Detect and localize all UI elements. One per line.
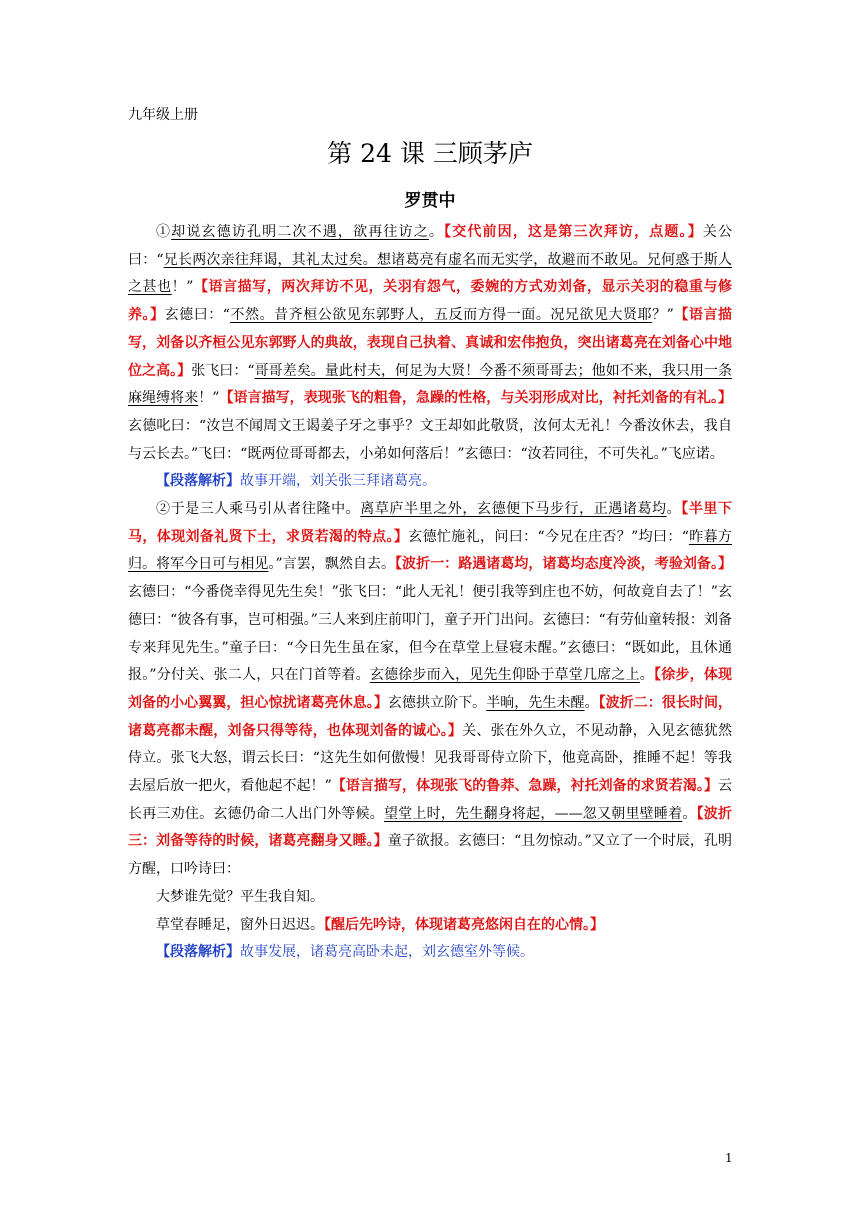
analysis-text: 故事开端，刘关张三拜诸葛亮。 bbox=[240, 473, 436, 490]
text: 云长再三劝住。玄德仍命二人出门外等候。 bbox=[128, 778, 732, 822]
text: 玄德曰：“ bbox=[164, 307, 230, 324]
text: ②于是三人乘马引从者往隆中。 bbox=[156, 501, 361, 518]
annotation-note: 【波折三：刘备等待的时候，诸葛亮翻身又睡。】 bbox=[128, 805, 733, 850]
text: 。 bbox=[682, 805, 697, 822]
annotation-note: 【醒后先吟诗，体现诸葛亮悠闲自在的心情。】 bbox=[324, 916, 604, 933]
text: 关公曰：“ bbox=[128, 224, 733, 268]
text: ！” bbox=[171, 279, 194, 296]
text: 玄德拱立阶下。 bbox=[387, 694, 487, 711]
text: 玄德曰：“今番侥幸得见先生矣！”张飞曰：“此人无礼！便引我等到庄也不妨，何故竟自去了！”玄德曰：“彼各有事，岂可相强。”三人来到庄前叩门，童子开门出问。玄德曰：“有劳仙童转报：刘备专来拜见先生。”童子曰：“今日先生虽在家，但今在草堂上昼寝未醒。”玄德曰：“既如此，且休通报。”分付关、张二人，只在门首等着。 bbox=[128, 584, 732, 684]
annotation-note: 【语言描写，两次拜访不见，关羽有怨气，委婉的方式劝刘备，显示关羽的稳重与修养。】 bbox=[128, 279, 732, 324]
text: 关、张在外久立，不见动静，入见玄德犹然侍立。张飞大怒，谓云长曰：“这先生如何傲慢！见我哥哥侍立阶下，他竟高卧，推睡不起！等我去屋后放一把火，看他起不起！” bbox=[128, 722, 733, 795]
text: 玄德忙施礼，问曰：“今兄在庄否？”均曰：“ bbox=[408, 528, 689, 545]
text: 玄德叱曰：“汝岂不闻周文王谒姜子牙之事乎？文王却如此敬贤，汝何太无礼！今番汝休去，我自与云长去。”飞曰：“既两位哥哥都去，小弟如何落后！”玄德曰：“汝若同往，不可失礼。”飞应诺。 bbox=[128, 417, 732, 462]
text: 。 bbox=[666, 501, 682, 518]
paragraph-2 bbox=[128, 496, 732, 884]
analysis-tag: 【段落解析】 bbox=[156, 473, 240, 490]
underlined-text: 玄德徐步而入，见先生仰卧于草堂几席之上 bbox=[369, 667, 640, 684]
underlined-text: 不然。昔齐桓公欲见东郭野人，五反而方得一面。况兄欲见大贤耶 bbox=[229, 307, 653, 324]
annotation-note: 【徐步，体现刘备的小心翼翼，担心惊扰诸葛亮休息。】 bbox=[128, 667, 733, 711]
poem-line-2 bbox=[128, 912, 732, 940]
lesson-title: 第 24 课 三顾茅庐 bbox=[327, 139, 533, 168]
poem-line-1: 大梦谁先觉？平生我自知。 bbox=[156, 888, 324, 905]
annotation-note: 【波折二：很长时间，诸葛亮都未醒，刘备只得等待，也体现刘备的诚心。】 bbox=[128, 694, 733, 739]
text: ？” bbox=[652, 307, 674, 324]
annotation-note: 【交代前因，这是第三次拜访，点题。】 bbox=[444, 224, 703, 240]
underlined-text: 兄长两次亲往拜谒，其礼太过矣。想诸葛亮有虚名而无实学，故避而不敢见。兄何惑于斯人之甚也 bbox=[128, 251, 732, 296]
text: 童子欲报。玄德曰：“且勿惊动。”又立了一个时辰，孔明方醒，口吟诗曰： bbox=[128, 833, 732, 878]
paragraph-number: ① bbox=[156, 224, 172, 240]
paragraph-analysis-2 bbox=[128, 939, 732, 967]
poem-text: 草堂春睡足，窗外日迟迟。 bbox=[156, 916, 324, 933]
annotation-note: 【语言描写，体现张飞的鲁莽、急躁，衬托刘备的求贤若渴。】 bbox=[331, 778, 718, 795]
text: ！” bbox=[198, 390, 220, 407]
text: 。 bbox=[584, 694, 599, 711]
text: 。”言罢，飘然自去。 bbox=[268, 556, 395, 573]
underlined-text: 半晌，先生未醒 bbox=[486, 694, 585, 711]
underlined-text: 望堂上时，先生翻身将起，——忽又朝里壁睡着 bbox=[383, 805, 683, 822]
underlined-text: 哥哥差矣。量此村夫，何足为大贤！今番不须哥哥去；他如不来，我只用一条麻绳缚将来 bbox=[128, 362, 732, 407]
paragraph-analysis-1 bbox=[128, 468, 732, 496]
annotation-note: 【波折一：路遇诸葛均，诸葛均态度冷淡，考验刘备。】 bbox=[395, 556, 732, 573]
annotation-note: 【语言描写，刘备以齐桓公见东郭野人的典故，表现自己执着、真诚和宏伟抱负，突出诸葛亮在刘备心中地位之高。】 bbox=[128, 307, 733, 379]
text: 。 bbox=[428, 224, 445, 240]
paragraph-1 bbox=[128, 219, 732, 468]
annotation-note: 【半里下马，体现刘备礼贤下士，求贤若渴的特点。】 bbox=[128, 501, 733, 545]
author-name: 罗贯中 bbox=[404, 191, 456, 211]
analysis-tag: 【段落解析】 bbox=[156, 944, 240, 961]
text: 。 bbox=[639, 667, 654, 684]
underlined-text: 昨暮方归。将军今日可与相见 bbox=[128, 528, 732, 573]
text: 张飞曰：“ bbox=[191, 362, 255, 379]
underlined-text: 离草庐半里之外，玄德便下马步行，正遇诸葛均 bbox=[360, 501, 667, 518]
annotation-note: 【语言描写，表现张飞的粗鲁，急躁的性格，与关羽形成对比，衬托刘备的有礼。】 bbox=[219, 390, 732, 407]
lesson-body bbox=[128, 219, 732, 967]
analysis-text: 故事发展，诸葛亮高卧未起，刘玄德室外等候。 bbox=[240, 944, 534, 961]
underlined-text: 却说玄德访孔明二次不遇，欲再往访之 bbox=[171, 224, 429, 240]
page-number: 1 bbox=[725, 1151, 733, 1165]
grade-label: 九年级上册 bbox=[128, 107, 198, 123]
